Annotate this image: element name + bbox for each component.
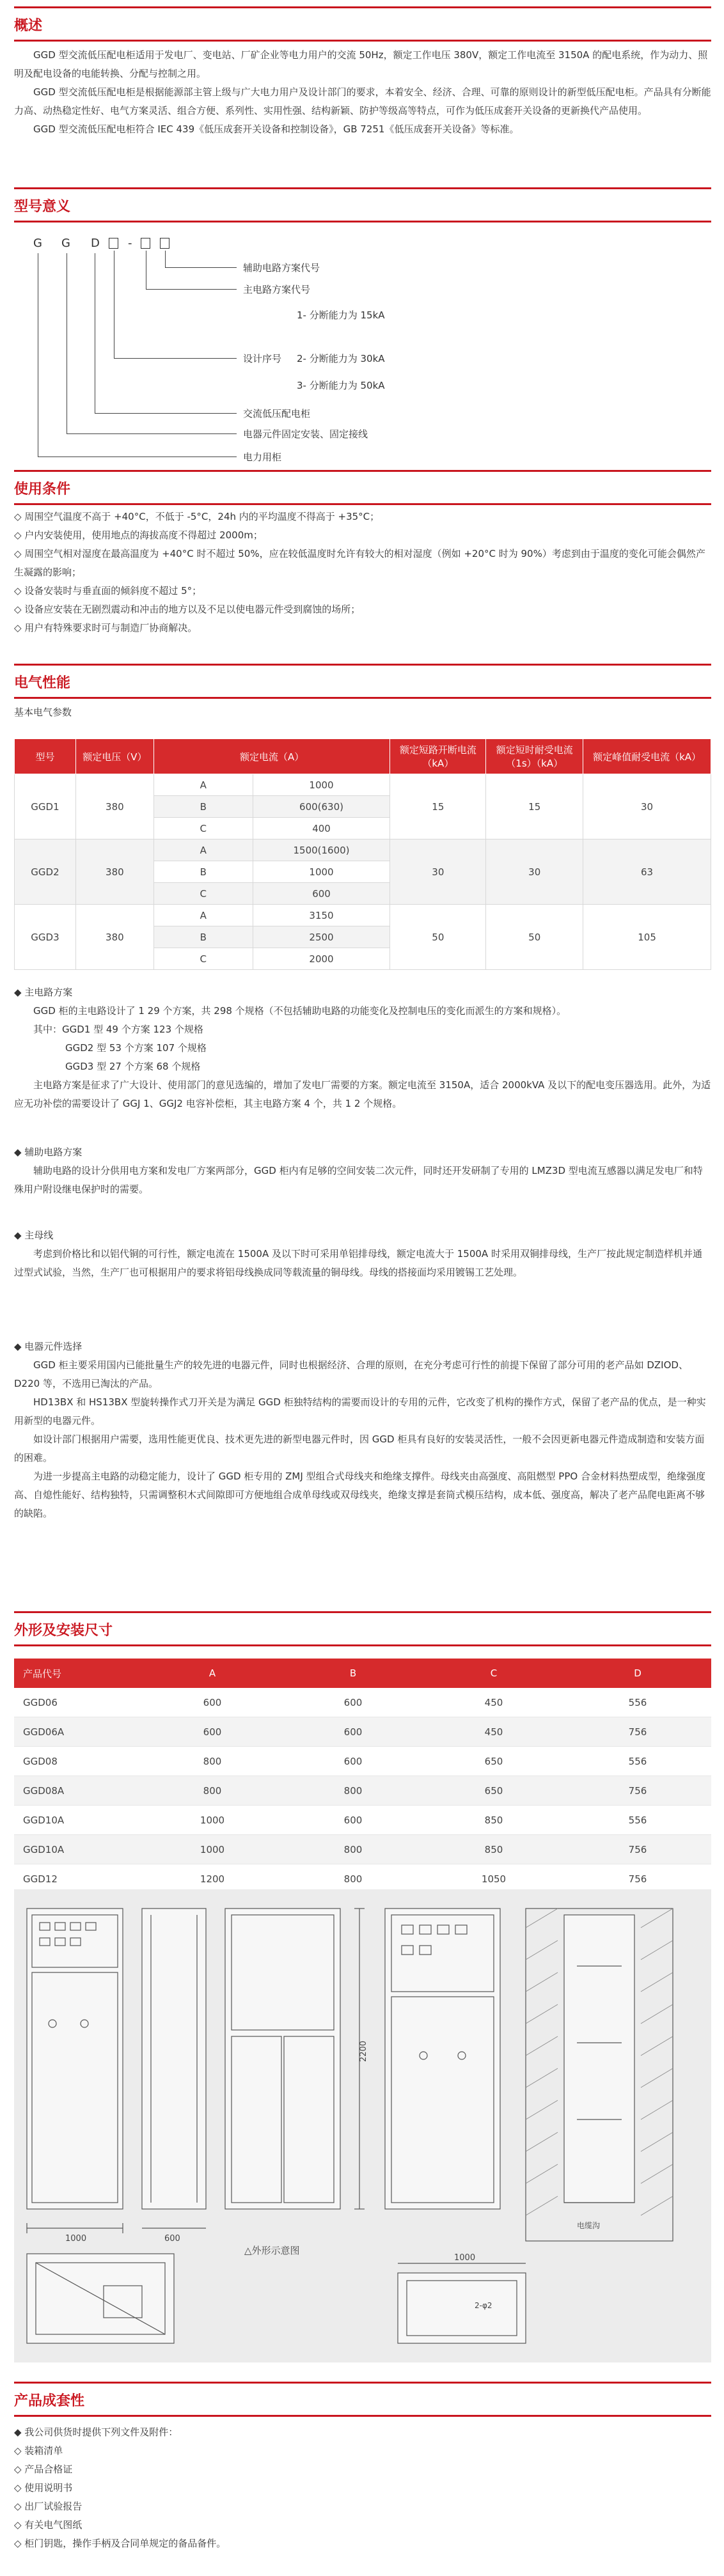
table-header: C <box>423 1659 564 1688</box>
table-cell: 30 <box>583 774 711 839</box>
table-header: 产品代号 <box>14 1659 142 1688</box>
main-circuit-line: 其中：GGD1 型 49 个方案 123 个规格 <box>33 1024 203 1035</box>
table-cell: 1000 <box>142 1806 283 1835</box>
model-box-aux <box>160 238 169 249</box>
conditions-title: 使用条件 <box>14 481 71 497</box>
model-label-30ka: 2- 分断能力为 30kA <box>297 353 385 364</box>
table-cell: 650 <box>423 1776 564 1806</box>
cable-trench-label: 电缆沟 <box>577 2221 601 2230</box>
model-label-design: 设计序号 <box>243 353 282 364</box>
table-cell: 50 <box>390 905 486 970</box>
table-cell: 756 <box>564 1835 711 1864</box>
components-paragraph: GGD 柜主要采用国内已能批量生产的较先进的电器元件，同时也根据经济、合理的原则，在充分考虑可行性的前提下保留了部分可用的老产品如 DZIOD、D220 等，不选用已淘汰的产品。 <box>14 1359 688 1389</box>
aux-circuit-block <box>14 1143 711 1199</box>
model-line <box>146 289 237 290</box>
accessory-item: ◆ 我公司供货时提供下列文件及附件： <box>14 2426 178 2438</box>
table-cell: 600(630) <box>253 796 390 818</box>
table-cell: GGD1 <box>15 774 76 839</box>
electrical-subtitle: 基本电气参数 <box>14 706 72 718</box>
table-cell: 650 <box>423 1747 564 1776</box>
model-code-diagram <box>28 237 668 467</box>
model-char-g2: G <box>61 237 70 250</box>
table-cell: GGD10A <box>14 1806 142 1835</box>
model-label-aux: 辅助电路方案代号 <box>243 262 320 274</box>
table-cell: C <box>153 948 253 970</box>
dimensions-section-title <box>14 1611 711 1646</box>
cabinet-side-1 <box>142 1909 206 2209</box>
table-cell: 2500 <box>253 926 390 948</box>
hole-label: 2-φ2 <box>475 2301 492 2310</box>
main-circuit-block <box>14 983 711 1113</box>
conditions-list <box>14 508 711 637</box>
table-cell: 556 <box>564 1806 711 1835</box>
model-label-ac: 交流低压配电柜 <box>243 408 311 419</box>
table-cell: 1200 <box>142 1864 283 1894</box>
table-cell: 2000 <box>253 948 390 970</box>
table-cell: 30 <box>486 839 583 905</box>
busbar-text: 考虑到价格比和以铝代铜的可行性，额定电流在 1500A 及以下时可采用单铝排母线，额定电流大于 1500A 时采用双铜排母线，生产厂按此规定制造样机并通过型式试验，当然，生产厂也可根据用户的要求将铝母线换成同等载流量的铜母线。母线的搭接面均采用镀锡工艺处理。 <box>14 1248 702 1278</box>
model-box-design <box>109 238 118 249</box>
components-paragraph: 为进一步提高主电路的动稳定能力，设计了 GGD 柜专用的 ZMJ 型组合式母线夹和绝缘支撑件。母线夹由高强度、高阻燃型 PPO 合金材料热塑成型，绝缘强度高、自熄性能好、结构独特，只需调整积木式间隙即可方便地组合成单母线或双母线夹，绝缘支撑是套筒式模压结构，成本低、强度高，解决了老产品爬电距离不够的缺陷。 <box>14 1471 705 1519</box>
model-label-fixed: 电器元件固定安装、固定接线 <box>243 428 368 440</box>
components-paragraph: HD13BX 和 HS13BX 型旋转操作式刀开关是为满足 GGD 柜独特结构的需要而设计的专用的元件，它改变了机构的操作方式，保留了老产品的优点，是一种实用新型的电器元件。 <box>14 1396 706 1426</box>
table-cell: 1000 <box>142 1835 283 1864</box>
aux-circuit-text: 辅助电路的设计分供用电方案和发电厂方案两部分，GGD 柜内有足够的空间安装二次元件，同时还开发研制了专用的 LMZ3D 型电流互感器以满足发电厂和特殊用户附设继电保护时的需要。 <box>14 1165 703 1195</box>
table-cell: A <box>153 774 253 796</box>
table-cell: 450 <box>423 1688 564 1717</box>
table-cell: 450 <box>423 1717 564 1747</box>
drawing-caption: △外形示意图 <box>244 2245 300 2256</box>
overview-text <box>14 46 711 139</box>
table-cell: 1050 <box>423 1864 564 1894</box>
table-header: B <box>283 1659 423 1688</box>
table-cell: GGD06A <box>14 1717 142 1747</box>
cabinet-front-2 <box>225 1909 340 2209</box>
components-block <box>14 1338 711 1523</box>
model-dash: - <box>128 237 132 250</box>
condition-item: ◇ 设备安装时与垂直面的倾斜度不超过 5°； <box>14 585 202 597</box>
table-cell: 556 <box>564 1688 711 1717</box>
busbar-heading: ◆ 主母线 <box>14 1229 54 1241</box>
table-cell: 756 <box>564 1864 711 1894</box>
accessories-title: 产品成套性 <box>14 2393 85 2409</box>
table-header: 额定短路开断电流（kA） <box>390 739 486 774</box>
conditions-section-title <box>14 470 711 505</box>
table-cell: 1000 <box>253 774 390 796</box>
electrical-table <box>14 738 711 970</box>
table-cell: 850 <box>423 1806 564 1835</box>
table-cell: GGD08A <box>14 1776 142 1806</box>
condition-item: ◇ 户内安装使用，使用地点的海拔高度不得超过 2000m； <box>14 529 263 541</box>
table-cell: 105 <box>583 905 711 970</box>
cabinet-front-3 <box>385 1909 500 2209</box>
table-cell: C <box>153 883 253 905</box>
table-cell: A <box>153 839 253 861</box>
dimensions-table <box>14 1659 711 1894</box>
outline-drawing-svg <box>14 1889 711 2362</box>
overview-paragraph: GGD 型交流低压配电柜是根据能源部主管上级与广大电力用户及设计部门的要求，本着安全、经济、合理、可靠的原则设计的新型低压配电柜。产品具有分断能力高、动热稳定性好、电气方案灵活、组合方便、系列性、实用性强、结构新颖、防护等级高等特点，可作为低压成套开关设备的更新换代产品使用。 <box>14 86 711 116</box>
model-line <box>165 251 166 267</box>
model-line <box>114 358 237 359</box>
table-cell: 800 <box>283 1835 423 1864</box>
cabinet-outline-drawing <box>14 1889 711 2362</box>
table-cell: GGD3 <box>15 905 76 970</box>
electrical-section-title <box>14 664 711 699</box>
table-cell: 380 <box>75 774 153 839</box>
accessories-section-title <box>14 2382 711 2417</box>
accessory-item: ◇ 出厂试验报告 <box>14 2501 83 2512</box>
table-cell: 556 <box>564 1747 711 1776</box>
table-cell: 1000 <box>253 861 390 883</box>
main-circuit-line: GGD3 型 27 个方案 68 个规格 <box>65 1061 201 1072</box>
model-label-power: 电力用柜 <box>243 451 282 463</box>
table-cell: B <box>153 796 253 818</box>
model-line <box>67 433 237 434</box>
dim-label-600: 600 <box>164 2234 180 2244</box>
table-cell: 600 <box>142 1717 283 1747</box>
table-cell: 15 <box>390 774 486 839</box>
accessory-item: ◇ 产品合格证 <box>14 2463 73 2475</box>
table-cell: 600 <box>283 1747 423 1776</box>
table-cell: 400 <box>253 818 390 839</box>
accessory-item: ◇ 使用说明书 <box>14 2482 73 2494</box>
table-cell: 800 <box>283 1776 423 1806</box>
main-circuit-heading: ◆ 主电路方案 <box>14 987 73 998</box>
table-cell: 63 <box>583 839 711 905</box>
table-cell: 800 <box>142 1747 283 1776</box>
model-line <box>165 267 237 268</box>
aux-circuit-heading: ◆ 辅助电路方案 <box>14 1146 83 1158</box>
table-cell: 800 <box>142 1776 283 1806</box>
table-cell: GGD12 <box>14 1864 142 1894</box>
accessory-item: ◇ 有关电气图纸 <box>14 2519 83 2531</box>
condition-item: ◇ 周围空气温度不高于 +40°C，不低于 -5°C，24h 内的平均温度不得高于 +35°C； <box>14 511 380 522</box>
dim-label-1000: 1000 <box>65 2234 87 2244</box>
overview-section-title <box>14 6 711 42</box>
model-char-g1: G <box>33 237 42 250</box>
table-cell: 30 <box>390 839 486 905</box>
electrical-title: 电气性能 <box>14 675 71 691</box>
table-cell: A <box>153 905 253 926</box>
table-cell: C <box>153 818 253 839</box>
table-cell: 600 <box>142 1688 283 1717</box>
dim-label-2200: 2200 <box>359 2040 368 2062</box>
table-header: 型号 <box>15 739 76 774</box>
accessory-item: ◇ 柜门钥匙，操作手柄及合同单规定的备品备件。 <box>14 2538 226 2549</box>
table-cell: 800 <box>283 1864 423 1894</box>
condition-item: ◇ 周围空气相对湿度在最高温度为 +40°C 时不超过 50%，应在较低温度时允许有较大的相对湿度（例如 +20°C 时为 90%）考虑到由于温度的变化可能会偶然产生凝露的影响； <box>14 548 705 578</box>
model-label-15ka: 1- 分断能力为 15kA <box>297 309 385 321</box>
model-section-title <box>14 187 711 222</box>
busbar-block <box>14 1226 711 1282</box>
table-cell: 3150 <box>253 905 390 926</box>
table-cell: GGD10A <box>14 1835 142 1864</box>
table-header: 额定电压（V） <box>75 739 153 774</box>
table-cell: 15 <box>486 774 583 839</box>
accessories-list <box>14 2423 711 2553</box>
table-cell: 600 <box>283 1717 423 1747</box>
table-cell: 50 <box>486 905 583 970</box>
overview-paragraph: GGD 型交流低压配电柜符合 IEC 439《低压成套开关设备和控制设备》，GB 7251《低压成套开关设备》等标准。 <box>33 123 519 135</box>
table-cell: GGD2 <box>15 839 76 905</box>
table-cell: GGD08 <box>14 1747 142 1776</box>
table-cell: 756 <box>564 1776 711 1806</box>
table-cell: B <box>153 861 253 883</box>
dimensions-title: 外形及安装尺寸 <box>14 1623 113 1639</box>
model-char-d: D <box>91 237 100 250</box>
table-cell: 600 <box>283 1806 423 1835</box>
table-header: A <box>142 1659 283 1688</box>
main-circuit-line: 主电路方案是征求了广大设计、使用部门的意见选编的，增加了发电厂需要的方案。额定电流至 3150A，适合 2000kVA 及以下的配电变压器选用。此外，为适应无功补偿的需要设计了 GGJ 1、GGJ2 电容补偿柜，其主电路方案 4 个，共 1 2 个规格。 <box>14 1079 711 1109</box>
model-box-main <box>141 238 150 249</box>
model-label-50ka: 3- 分断能力为 50kA <box>297 380 385 391</box>
model-title: 型号意义 <box>14 199 71 215</box>
table-cell: 1500(1600) <box>253 839 390 861</box>
components-paragraph: 如设计部门根据用户需要，选用性能更优良、技术更先进的新型电器元件时，因 GGD 柜具有良好的安装灵活性，一般不会因更新电器元件造成制造和安装方面的困难。 <box>14 1433 705 1464</box>
table-cell: 380 <box>75 905 153 970</box>
table-header: 额定峰值耐受电流（kA） <box>583 739 711 774</box>
components-heading: ◆ 电器元件选择 <box>14 1341 83 1352</box>
condition-item: ◇ 用户有特殊要求时可与制造厂协商解决。 <box>14 622 198 634</box>
overview-title: 概述 <box>14 18 43 34</box>
main-circuit-line: GGD 柜的主电路设计了 1 29 个方案，共 298 个规格（不包括辅助电路的功能变化及控制电压的变化而派生的方案和规格）。 <box>33 1005 567 1017</box>
cabinet-front-1 <box>27 1909 123 2209</box>
table-cell: GGD06 <box>14 1688 142 1717</box>
dim-label-1000-right: 1000 <box>454 2253 476 2263</box>
table-header: 额定短时耐受电流（1s）（kA） <box>486 739 583 774</box>
table-cell: 380 <box>75 839 153 905</box>
table-header: D <box>564 1659 711 1688</box>
accessory-item: ◇ 装箱清单 <box>14 2445 63 2456</box>
mounting-plan <box>398 2273 526 2343</box>
model-label-main: 主电路方案代号 <box>243 284 311 295</box>
overview-paragraph: GGD 型交流低压配电柜适用于发电厂、变电站、厂矿企业等电力用户的交流 50Hz，额定工作电压 380V，额定工作电流至 3150A 的配电系统，作为动力、照明及配电设备的电能转换、分配与控制之用。 <box>14 49 708 79</box>
table-cell: 756 <box>564 1717 711 1747</box>
table-cell: 600 <box>283 1688 423 1717</box>
model-line <box>95 413 237 414</box>
main-circuit-line: GGD2 型 53 个方案 107 个规格 <box>65 1042 207 1054</box>
condition-item: ◇ 设备应安装在无剧烈震动和冲击的地方以及不足以使电器元件受到腐蚀的场所； <box>14 604 361 615</box>
table-cell: 600 <box>253 883 390 905</box>
table-cell: 850 <box>423 1835 564 1864</box>
table-cell: B <box>153 926 253 948</box>
table-header: 额定电流（A） <box>153 739 390 774</box>
